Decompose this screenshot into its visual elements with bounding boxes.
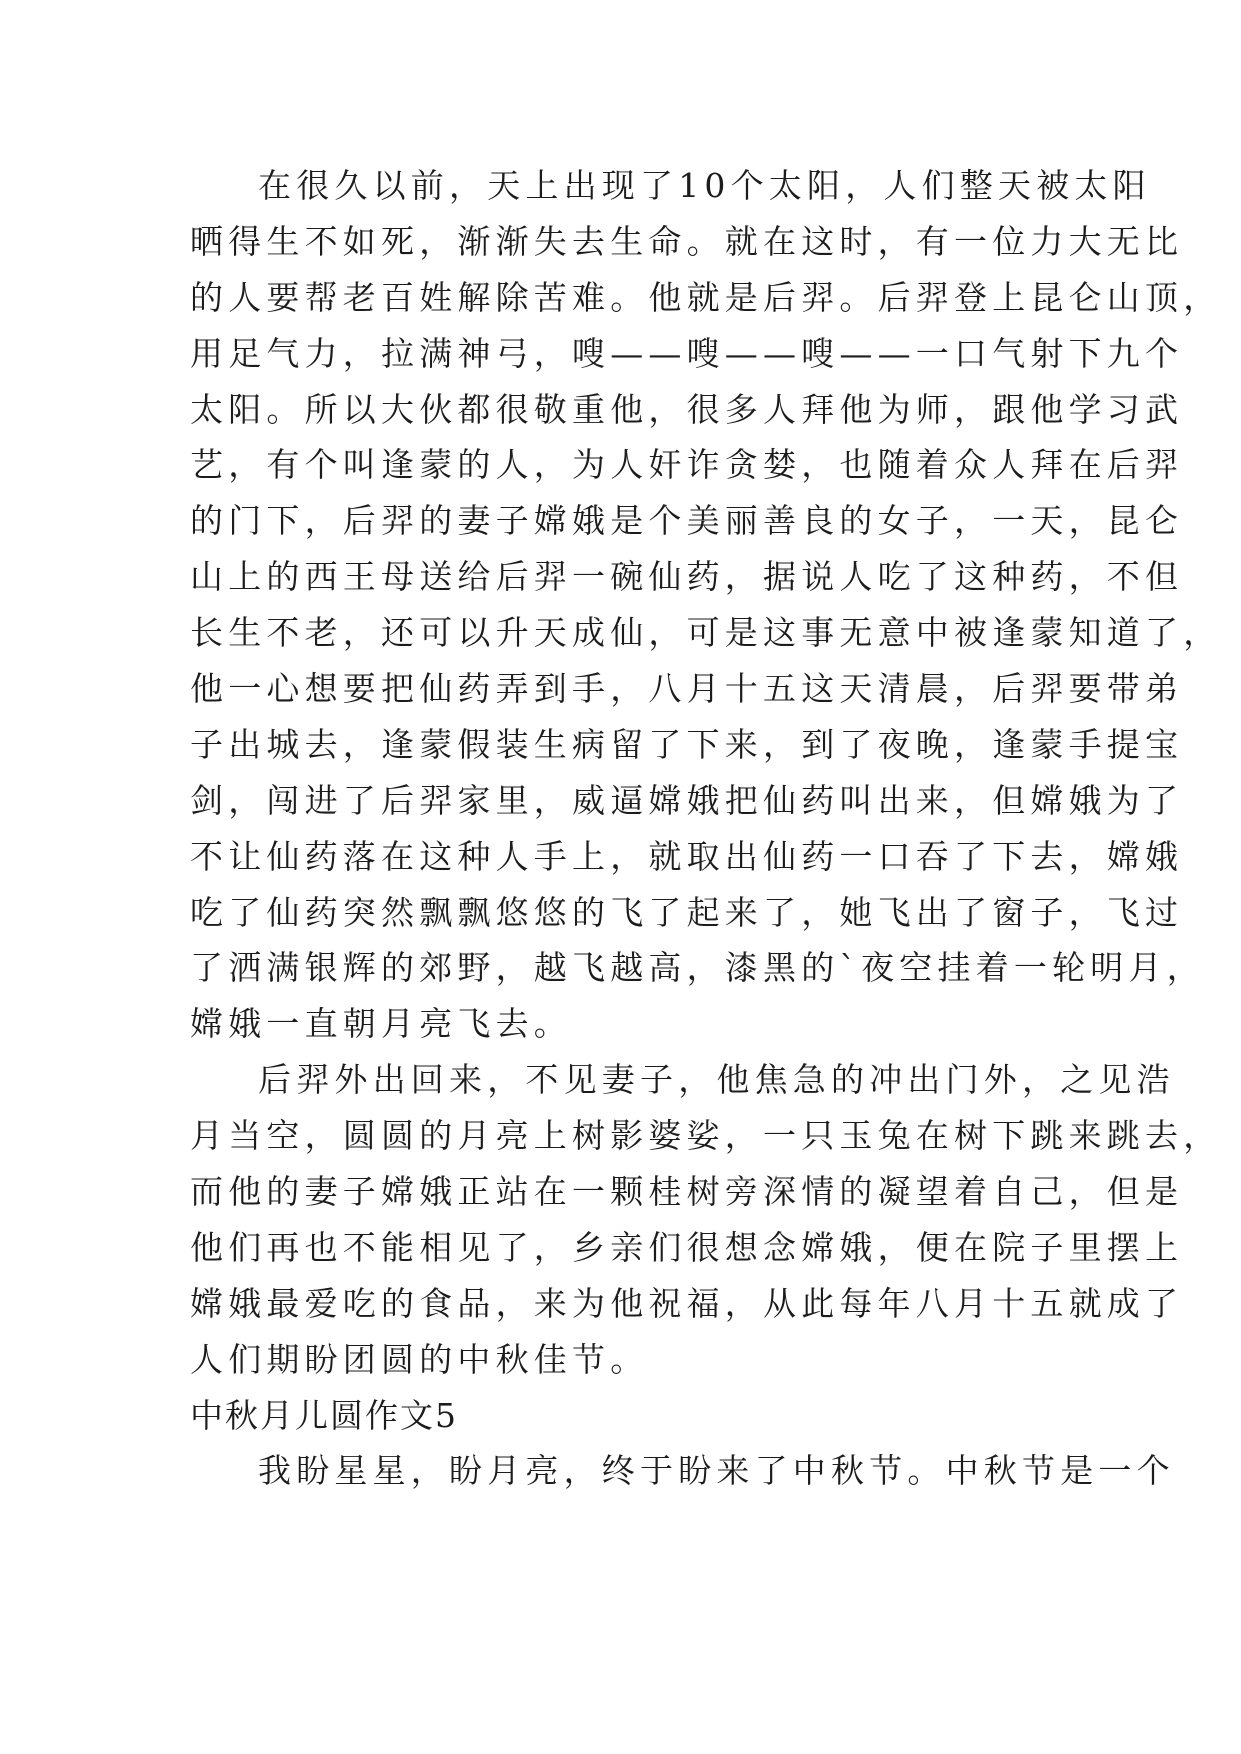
paragraph-line: 他一心想要把仙药弄到手，八月十五这天清晨，后羿要带弟 xyxy=(190,669,1184,709)
paragraph-line: 的门下，后羿的妻子嫦娥是个美丽善良的女子，一天，昆仑 xyxy=(190,501,1184,541)
paragraph-line: 子出城去，逢蒙假装生病留了下来，到了夜晚，逢蒙手提宝 xyxy=(190,724,1184,764)
paragraph-line: 艺，有个叫逢蒙的人，为人奸诈贪婪，也随着众人拜在后羿 xyxy=(190,445,1184,485)
paragraph-line: 后羿外出回来，不见妻子，他焦急的冲出门外，之见浩 xyxy=(258,1060,1175,1100)
paragraph-line: 吃了仙药突然飘飘悠悠的飞了起来了，她飞出了窗子，飞过 xyxy=(190,892,1184,932)
paragraph-line: 嫦娥最爱吃的食品，来为他祝福，从此每年八月十五就成了 xyxy=(190,1283,1184,1323)
paragraph-line: 晒得生不如死，渐渐失去生命。就在这时，有一位力大无比 xyxy=(190,221,1184,261)
paragraph-line: 的人要帮老百姓解除苦难。他就是后羿。后羿登上昆仑山顶， xyxy=(190,277,1222,317)
section-heading: 中秋月儿圆作文5 xyxy=(190,1395,458,1435)
paragraph-houyi-return xyxy=(190,1052,1222,1387)
paragraph-line: 山上的西王母送给后羿一碗仙药，据说人吃了这种药，不但 xyxy=(190,557,1184,597)
paragraph-line: 在很久以前，天上出现了10个太阳，人们整天被太阳 xyxy=(258,166,1151,205)
paragraph-line: 他们再也不能相见了，乡亲们很想念嫦娥，便在院子里摆上 xyxy=(190,1227,1184,1267)
paragraph-line: 了洒满银辉的郊野，越飞越高，漆黑的`夜空挂着一轮明月， xyxy=(190,948,1205,988)
paragraph-line: 太阳。所以大伙都很敬重他，很多人拜他为师，跟他学习武 xyxy=(190,389,1184,429)
paragraph-line: 人们期盼团圆的中秋佳节。 xyxy=(190,1339,649,1379)
document-body xyxy=(190,158,1222,1499)
paragraph-line: 嫦娥一直朝月亮飞去。 xyxy=(190,1004,572,1044)
paragraph-line: 长生不老，还可以升天成仙，可是这事无意中被逢蒙知道了， xyxy=(190,613,1222,653)
paragraph-line: 月当空，圆圆的月亮上树影婆娑，一只玉兔在树下跳来跳去， xyxy=(190,1116,1222,1156)
paragraph-line: 而他的妻子嫦娥正站在一颗桂树旁深情的凝望着自己，但是 xyxy=(190,1172,1184,1212)
paragraph-line: 剑，闯进了后羿家里，威逼嫦娥把仙药叫出来，但嫦娥为了 xyxy=(190,780,1184,820)
paragraph-houyi-story xyxy=(190,158,1222,1052)
paragraph-line: 我盼星星，盼月亮，终于盼来了中秋节。中秋节是一个 xyxy=(258,1451,1175,1491)
paragraph-line: 不让仙药落在这种人手上，就取出仙药一口吞了下去，嫦娥 xyxy=(190,836,1184,876)
paragraph-line: 用足气力，拉满神弓，嗖——嗖——嗖——一口气射下九个 xyxy=(190,333,1184,373)
paragraph-mid-autumn-essay xyxy=(190,1443,1175,1499)
